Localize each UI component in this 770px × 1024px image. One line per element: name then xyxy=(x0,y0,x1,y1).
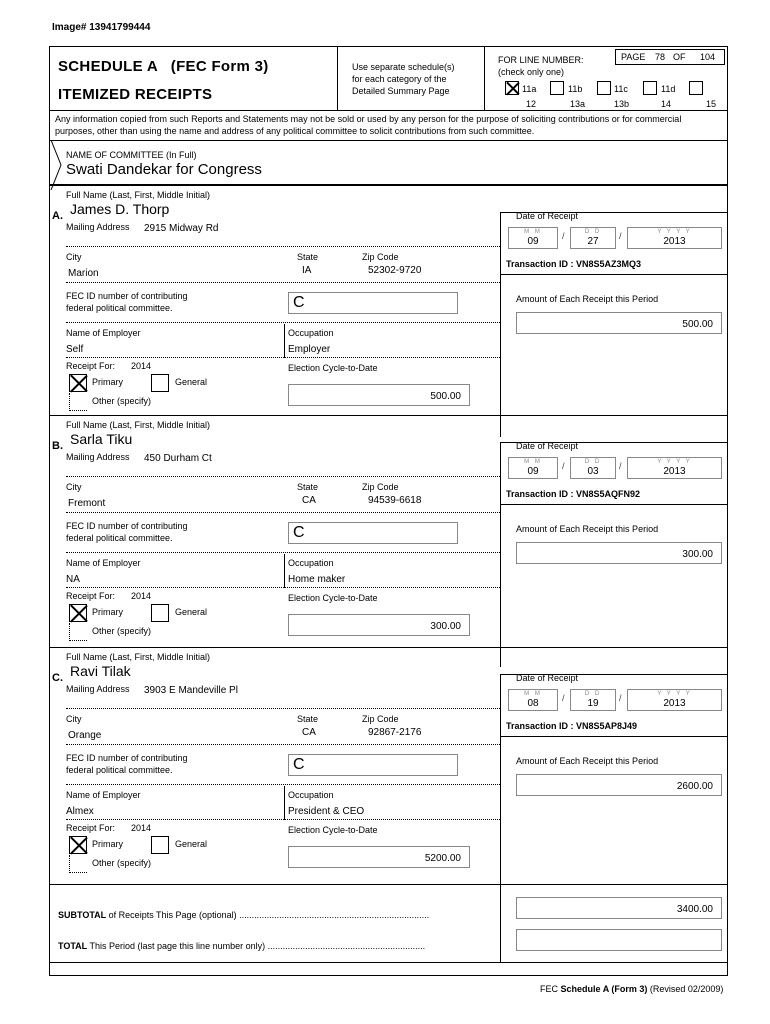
mailing-address-label: Mailing Address xyxy=(66,222,130,232)
zip-value: 52302-9720 xyxy=(368,265,422,276)
date-of-receipt-label: Date of Receipt xyxy=(516,441,579,451)
line-11c-label: 11c xyxy=(614,84,628,94)
employer-value: Almex xyxy=(66,806,94,817)
line-15-label: 15 xyxy=(706,99,717,109)
line-11b-checkbox[interactable] xyxy=(550,81,564,95)
date-month-box[interactable]: M M 09 xyxy=(508,227,558,249)
mailing-address: 2915 Midway Rd xyxy=(144,223,219,234)
mailing-address-label: Mailing Address xyxy=(66,452,130,462)
general-label: General xyxy=(175,839,208,849)
election-cycle-value: 300.00 xyxy=(430,621,461,632)
other-checkbox[interactable] xyxy=(69,855,87,873)
date-day: 03 xyxy=(587,466,599,477)
date-of-receipt-label: Date of Receipt xyxy=(516,673,579,683)
other-checkbox[interactable] xyxy=(69,623,87,641)
full-name-label: Full Name (Last, First, Middle Initial) xyxy=(66,420,211,430)
primary-label: Primary xyxy=(92,377,123,387)
receipt-for-year: 2014 xyxy=(131,361,152,371)
zip-label: Zip Code xyxy=(362,252,399,262)
occupation-label: Occupation xyxy=(288,558,334,568)
date-year: 2013 xyxy=(663,698,686,709)
general-checkbox[interactable] xyxy=(151,836,169,854)
fec-id-field[interactable] xyxy=(288,522,458,544)
line-11a-label: 11a xyxy=(522,84,537,94)
other-checkbox[interactable] xyxy=(69,393,87,411)
mailing-address: 450 Durham Ct xyxy=(144,453,212,464)
line-12-label: 12 xyxy=(526,99,537,109)
zip-value: 94539-6618 xyxy=(368,495,422,506)
check-only-one-label: (check only one) xyxy=(498,67,565,77)
notice-text: Any information copied from such Reports and Statements may not be sold or used by any person for the purpose of soliciting contributions or for commercial purposes, other than using the name and address of any political committee to solicit contributions from such committee. xyxy=(55,114,682,136)
line-11c-checkbox[interactable] xyxy=(597,81,611,95)
date-year-box[interactable]: Y Y Y Y 2013 xyxy=(627,457,722,479)
state-label: State xyxy=(297,714,319,724)
fec-id-value: C xyxy=(293,294,305,311)
other-label: Other (specify) xyxy=(92,626,152,636)
election-cycle-value: 5200.00 xyxy=(424,853,461,864)
primary-label: Primary xyxy=(92,839,123,849)
footer-form-id: FEC Schedule A (Form 3) (Revised 02/2009) xyxy=(540,984,724,994)
line-13a-label: 13a xyxy=(570,99,586,109)
fec-id-value: C xyxy=(293,756,305,773)
amount-label: Amount of Each Receipt this Period xyxy=(516,756,659,766)
receipt-for-year: 2014 xyxy=(131,591,152,601)
state-label: State xyxy=(297,252,319,262)
general-label: General xyxy=(175,607,208,617)
amount-box[interactable] xyxy=(516,312,722,334)
occupation-label: Occupation xyxy=(288,328,334,338)
other-label: Other (specify) xyxy=(92,858,152,868)
line-13b-label: 13b xyxy=(614,99,630,109)
election-cycle-box[interactable] xyxy=(288,614,470,636)
employer-label: Name of Employer xyxy=(66,790,141,800)
election-cycle-value: 500.00 xyxy=(430,391,461,402)
occupation-value: Home maker xyxy=(288,574,346,585)
date-day: 19 xyxy=(587,698,599,709)
other-label: Other (specify) xyxy=(92,396,152,406)
state-label: State xyxy=(297,482,319,492)
date-year: 2013 xyxy=(663,466,686,477)
for-line-number-label: FOR LINE NUMBER: xyxy=(498,55,584,65)
zip-label: Zip Code xyxy=(362,482,399,492)
date-year-box[interactable]: Y Y Y Y 2013 xyxy=(627,689,722,711)
date-year-box[interactable]: Y Y Y Y 2013 xyxy=(627,227,722,249)
election-cycle-box[interactable] xyxy=(288,384,470,406)
line-15-checkbox[interactable] xyxy=(689,81,703,95)
fec-id-field[interactable] xyxy=(288,292,458,314)
form-subtitle: ITEMIZED RECEIPTS xyxy=(58,86,213,103)
amount-label: Amount of Each Receipt this Period xyxy=(516,294,659,304)
page-number: 78 xyxy=(655,52,666,62)
primary-label: Primary xyxy=(92,607,123,617)
entry-letter: C. xyxy=(52,672,63,684)
page-of-label: OF xyxy=(673,52,686,62)
line-11d-label: 11d xyxy=(661,84,676,94)
date-of-receipt-label: Date of Receipt xyxy=(516,211,579,221)
date-month: 09 xyxy=(527,236,539,247)
page-total: 104 xyxy=(700,52,716,62)
primary-checkbox[interactable] xyxy=(69,836,87,854)
amount-label: Amount of Each Receipt this Period xyxy=(516,524,659,534)
transaction-id: Transaction ID : VN8S5AQFN92 xyxy=(506,489,641,499)
date-month-box[interactable]: M M 08 xyxy=(508,689,558,711)
transaction-id: Transaction ID : VN8S5AP8J49 xyxy=(506,721,638,731)
amount-value: 300.00 xyxy=(682,549,713,560)
line-14-label: 14 xyxy=(661,99,672,109)
receipt-for-label: Receipt For: xyxy=(66,361,116,371)
city-label: City xyxy=(66,252,82,262)
fec-id-field[interactable] xyxy=(288,754,458,776)
state-value: IA xyxy=(302,265,312,276)
entry-letter: A. xyxy=(52,210,63,222)
line-11d-checkbox[interactable] xyxy=(643,81,657,95)
city-label: City xyxy=(66,482,82,492)
zip-value: 92867-2176 xyxy=(368,727,422,738)
fec-id-label: FEC ID number of contributing federal political committee. xyxy=(66,753,188,775)
receipt-for-label: Receipt For: xyxy=(66,823,116,833)
city-value: Marion xyxy=(68,268,99,279)
page-label: PAGE xyxy=(621,52,646,62)
occupation-value: President & CEO xyxy=(288,806,365,817)
primary-checkbox[interactable] xyxy=(69,374,87,392)
fec-id-value: C xyxy=(293,524,305,541)
transaction-id: Transaction ID : VN8S5AZ3MQ3 xyxy=(506,259,642,269)
state-value: CA xyxy=(302,495,316,506)
contributor-name: Sarla Tiku xyxy=(70,431,133,447)
election-cycle-box[interactable] xyxy=(288,846,470,868)
fec-id-label: FEC ID number of contributing federal political committee. xyxy=(66,521,188,543)
date-day: 27 xyxy=(587,236,599,247)
election-cycle-label: Election Cycle-to-Date xyxy=(288,593,378,603)
date-day-box[interactable]: D D 27 xyxy=(570,227,616,249)
contributor-name: Ravi Tilak xyxy=(70,663,131,679)
date-year: 2013 xyxy=(663,236,686,247)
receipt-for-year: 2014 xyxy=(131,823,152,833)
form-title: SCHEDULE A (FEC Form 3) xyxy=(58,58,269,75)
date-month: 08 xyxy=(527,698,539,709)
amount-value: 2600.00 xyxy=(676,781,713,792)
line-11b-label: 11b xyxy=(568,84,583,94)
employer-label: Name of Employer xyxy=(66,558,141,568)
amount-box[interactable] xyxy=(516,542,722,564)
date-day-box[interactable]: D D 19 xyxy=(570,689,616,711)
city-value: Fremont xyxy=(68,498,106,509)
employer-value: Self xyxy=(66,344,84,355)
committee-label: NAME OF COMMITTEE (In Full) xyxy=(66,150,197,160)
subtotal-amount-box[interactable] xyxy=(516,897,722,919)
city-value: Orange xyxy=(68,730,102,741)
committee-name: Swati Dandekar for Congress xyxy=(66,161,262,178)
amount-box[interactable] xyxy=(516,774,722,796)
election-cycle-label: Election Cycle-to-Date xyxy=(288,825,378,835)
date-month-box[interactable]: M M 09 xyxy=(508,457,558,479)
total-label: TOTAL This Period (last page this line number only) ............................................................... xyxy=(58,941,426,951)
subtotal-value: 3400.00 xyxy=(676,904,713,915)
general-label: General xyxy=(175,377,208,387)
mailing-address: 3903 E Mandeville Pl xyxy=(144,685,238,696)
general-checkbox[interactable] xyxy=(151,374,169,392)
city-label: City xyxy=(66,714,82,724)
subtotal-label: SUBTOTAL of Receipts This Page (optional) ............................................................................ xyxy=(58,910,430,920)
total-amount-box[interactable] xyxy=(516,929,722,951)
employer-label: Name of Employer xyxy=(66,328,141,338)
separate-schedule-note: Use separate schedule(s) for each category of the Detailed Summary Page xyxy=(352,62,455,96)
date-day-box[interactable]: D D 03 xyxy=(570,457,616,479)
employer-value: NA xyxy=(66,574,80,585)
occupation-value: Employer xyxy=(288,344,331,355)
election-cycle-label: Election Cycle-to-Date xyxy=(288,363,378,373)
date-month: 09 xyxy=(527,466,539,477)
full-name-label: Full Name (Last, First, Middle Initial) xyxy=(66,190,211,200)
contributor-name: James D. Thorp xyxy=(70,201,170,217)
image-id: Image# 13941799444 xyxy=(52,22,151,33)
general-checkbox[interactable] xyxy=(151,604,169,622)
amount-value: 500.00 xyxy=(682,319,713,330)
zip-label: Zip Code xyxy=(362,714,399,724)
fec-id-label: FEC ID number of contributing federal political committee. xyxy=(66,291,188,313)
receipt-for-label: Receipt For: xyxy=(66,591,116,601)
mailing-address-label: Mailing Address xyxy=(66,684,130,694)
entry-letter: B. xyxy=(52,440,63,452)
occupation-label: Occupation xyxy=(288,790,334,800)
primary-checkbox[interactable] xyxy=(69,604,87,622)
state-value: CA xyxy=(302,727,316,738)
full-name-label: Full Name (Last, First, Middle Initial) xyxy=(66,652,211,662)
line-11a-checkbox[interactable] xyxy=(505,81,519,95)
